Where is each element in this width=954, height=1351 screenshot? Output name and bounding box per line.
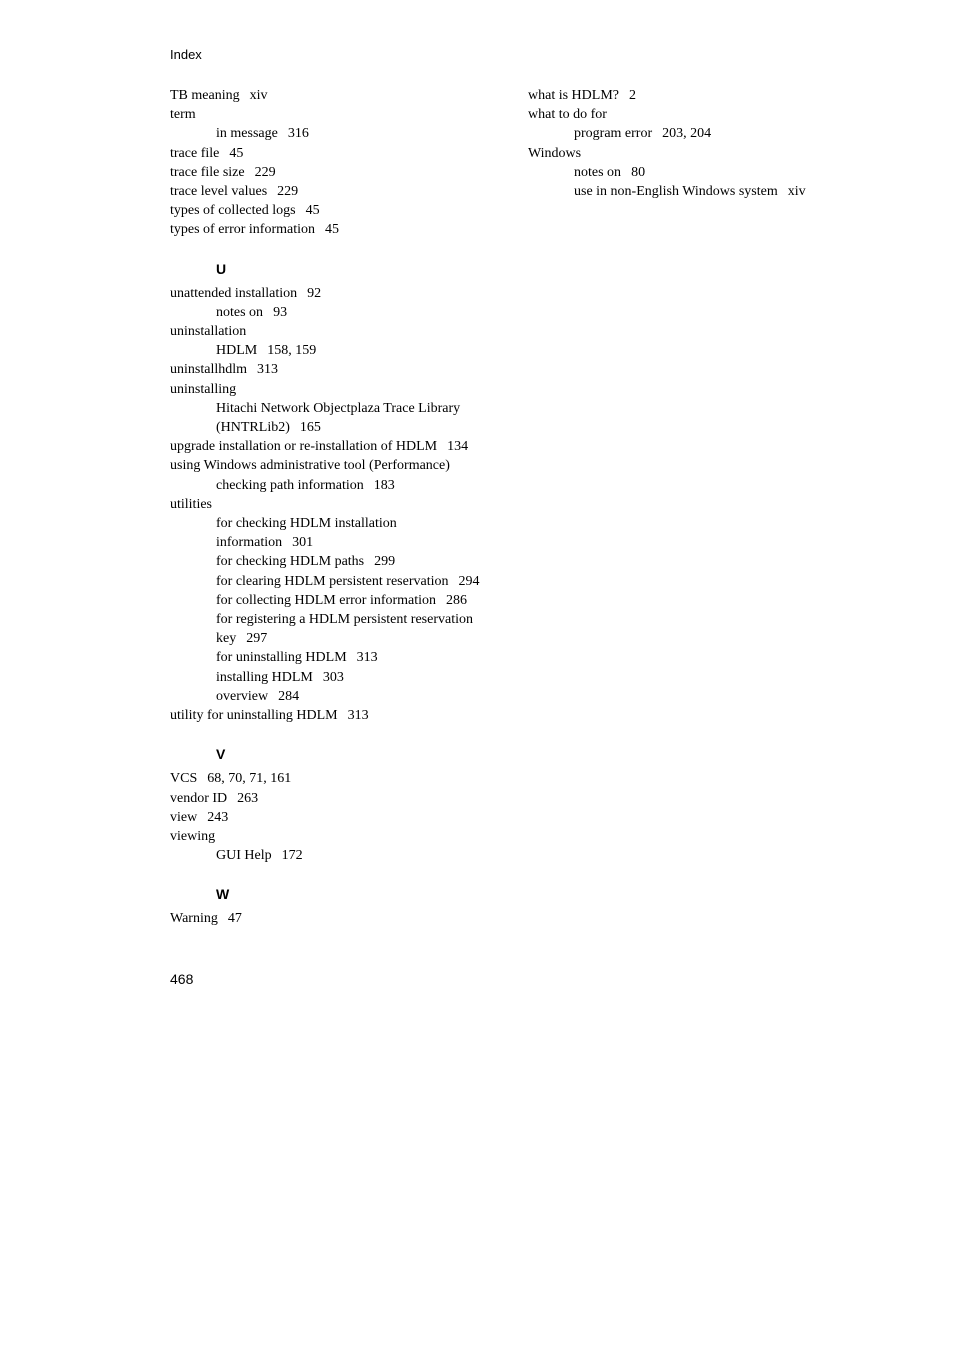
index-page-refs: 158, 159 <box>267 343 317 359</box>
index-term: using Windows administrative tool (Performance) <box>170 458 450 474</box>
index-term: checking path information <box>216 477 364 493</box>
index-term: trace file size <box>170 164 245 180</box>
index-page-refs: 183 <box>373 477 395 493</box>
index-subentry <box>170 303 500 322</box>
index-term: for checking HDLM paths <box>216 554 365 570</box>
section-letter-heading: U <box>216 260 227 277</box>
index-term: GUI Help <box>216 848 272 864</box>
index-entry <box>528 86 928 105</box>
index-term: Hitachi Network Objectplaza Trace Library <box>216 400 461 416</box>
index-entry <box>170 827 500 846</box>
index-page-refs: 313 <box>356 650 378 666</box>
index-subentry <box>528 163 928 182</box>
index-subentry <box>170 514 500 533</box>
index-page-refs: 301 <box>292 535 314 551</box>
index-page-refs: 299 <box>374 554 396 570</box>
index-page-refs: 297 <box>246 631 268 647</box>
index-term: notes on <box>216 304 264 320</box>
index-entry <box>170 105 500 124</box>
index-column-left <box>170 86 500 929</box>
index-subentry <box>170 846 500 865</box>
index-term: program error <box>574 126 653 142</box>
index-subentry <box>170 124 500 143</box>
index-subentry <box>170 687 500 706</box>
index-page-refs: 45 <box>325 222 340 238</box>
index-page-refs: 243 <box>207 809 229 825</box>
index-entry <box>528 105 928 124</box>
index-term: Windows <box>528 145 582 161</box>
index-page-refs: xiv <box>249 88 268 103</box>
index-term: notes on <box>574 164 622 180</box>
index-term: for clearing HDLM persistent reservation <box>216 573 449 589</box>
index-term: types of error information <box>170 222 316 238</box>
index-term: uninstallation <box>170 324 247 340</box>
index-entry <box>170 456 500 475</box>
index-page-refs: 93 <box>273 304 288 320</box>
index-term: for uninstalling HDLM <box>216 650 347 666</box>
index-entry <box>170 706 500 725</box>
index-term: for checking HDLM installation <box>216 516 397 532</box>
index-page-refs: 316 <box>287 126 309 142</box>
index-subentry <box>170 399 500 418</box>
index-page-refs: 229 <box>254 164 276 180</box>
index-page-refs: 2 <box>629 88 636 103</box>
index-term: HDLM <box>216 343 258 359</box>
index-entry <box>170 322 500 341</box>
index-term: utilities <box>170 496 212 512</box>
index-term: (HNTRLib2) <box>216 420 290 436</box>
index-term: view <box>170 809 198 825</box>
index-subentry <box>170 629 500 648</box>
index-subentry <box>170 668 500 687</box>
index-term: for collecting HDLM error information <box>216 592 437 608</box>
index-term: upgrade installation or re-installation of HDLM <box>170 439 438 455</box>
index-term: Warning <box>170 911 218 927</box>
index-page-refs: 313 <box>257 362 278 378</box>
index-entry <box>170 437 500 456</box>
index-term: what is HDLM? <box>528 88 619 103</box>
index-page-refs: 45 <box>229 145 244 161</box>
index-subentry <box>170 476 500 495</box>
index-entry <box>170 909 500 928</box>
index-page-refs: 203, 204 <box>662 126 712 142</box>
index-subentry <box>170 591 500 610</box>
index-subentry <box>170 648 500 667</box>
index-term: uninstallhdlm <box>170 362 247 378</box>
running-header: Index <box>170 47 202 62</box>
index-page-refs: 45 <box>305 203 320 219</box>
index-term: VCS <box>170 771 198 787</box>
index-entry <box>170 220 500 239</box>
index-entry <box>170 808 500 827</box>
index-entry <box>170 182 500 201</box>
index-page-refs: 172 <box>281 848 303 864</box>
page-number: 468 <box>170 971 194 987</box>
index-term: viewing <box>170 828 216 844</box>
index-entry <box>170 380 500 399</box>
index-subentry <box>170 533 500 552</box>
index-entry <box>170 284 500 303</box>
index-term: trace file <box>170 145 220 161</box>
index-column-right <box>528 86 928 201</box>
index-entry <box>170 769 500 788</box>
index-page-refs: xiv <box>787 184 806 200</box>
index-page-refs: 303 <box>322 669 344 685</box>
index-term: what to do for <box>528 107 607 123</box>
index-entry <box>170 86 500 105</box>
section-letter-heading: V <box>216 746 226 763</box>
index-term: uninstalling <box>170 381 237 397</box>
index-page-refs: 80 <box>631 164 646 180</box>
index-page-refs: 47 <box>227 911 242 927</box>
index-term: overview <box>216 688 269 704</box>
index-term: utility for uninstalling HDLM <box>170 708 338 724</box>
index-page-refs: 92 <box>307 285 322 301</box>
index-page-refs: 294 <box>458 573 480 589</box>
section-letter-heading: W <box>216 886 230 903</box>
index-term: installing HDLM <box>216 669 313 685</box>
index-entry <box>528 144 928 163</box>
index-subentry <box>170 418 500 437</box>
index-page-refs: 284 <box>278 688 300 704</box>
index-entry <box>170 144 500 163</box>
index-term: information <box>216 535 283 551</box>
index-term: TB meaning <box>170 88 240 103</box>
index-subentry <box>170 341 500 360</box>
index-page-refs: 229 <box>277 184 299 200</box>
index-page-refs: 68, 70, 71, 161 <box>207 771 292 787</box>
index-term: unattended installation <box>170 285 298 301</box>
index-subentry <box>170 572 500 591</box>
index-entry <box>170 360 500 379</box>
index-term: in message <box>216 126 278 142</box>
index-subentry <box>170 610 500 629</box>
index-page-refs: 286 <box>446 592 468 608</box>
index-term: trace level values <box>170 184 268 200</box>
index-subentry <box>528 124 928 143</box>
index-term: key <box>216 631 237 647</box>
index-entry <box>170 201 500 220</box>
index-term: use in non-English Windows system <box>574 184 778 200</box>
index-entry <box>170 495 500 514</box>
index-entry <box>170 789 500 808</box>
index-page-refs: 134 <box>447 439 469 455</box>
index-term: types of collected logs <box>170 203 296 219</box>
index-page-refs: 313 <box>347 708 369 724</box>
index-subentry <box>528 182 928 201</box>
index-entry <box>170 163 500 182</box>
index-page-refs: 263 <box>237 790 259 806</box>
index-term: for registering a HDLM persistent reservation <box>216 612 473 628</box>
index-subentry <box>170 552 500 571</box>
index-page-refs: 165 <box>299 420 321 436</box>
index-term: vendor ID <box>170 790 228 806</box>
index-term: term <box>170 107 196 123</box>
